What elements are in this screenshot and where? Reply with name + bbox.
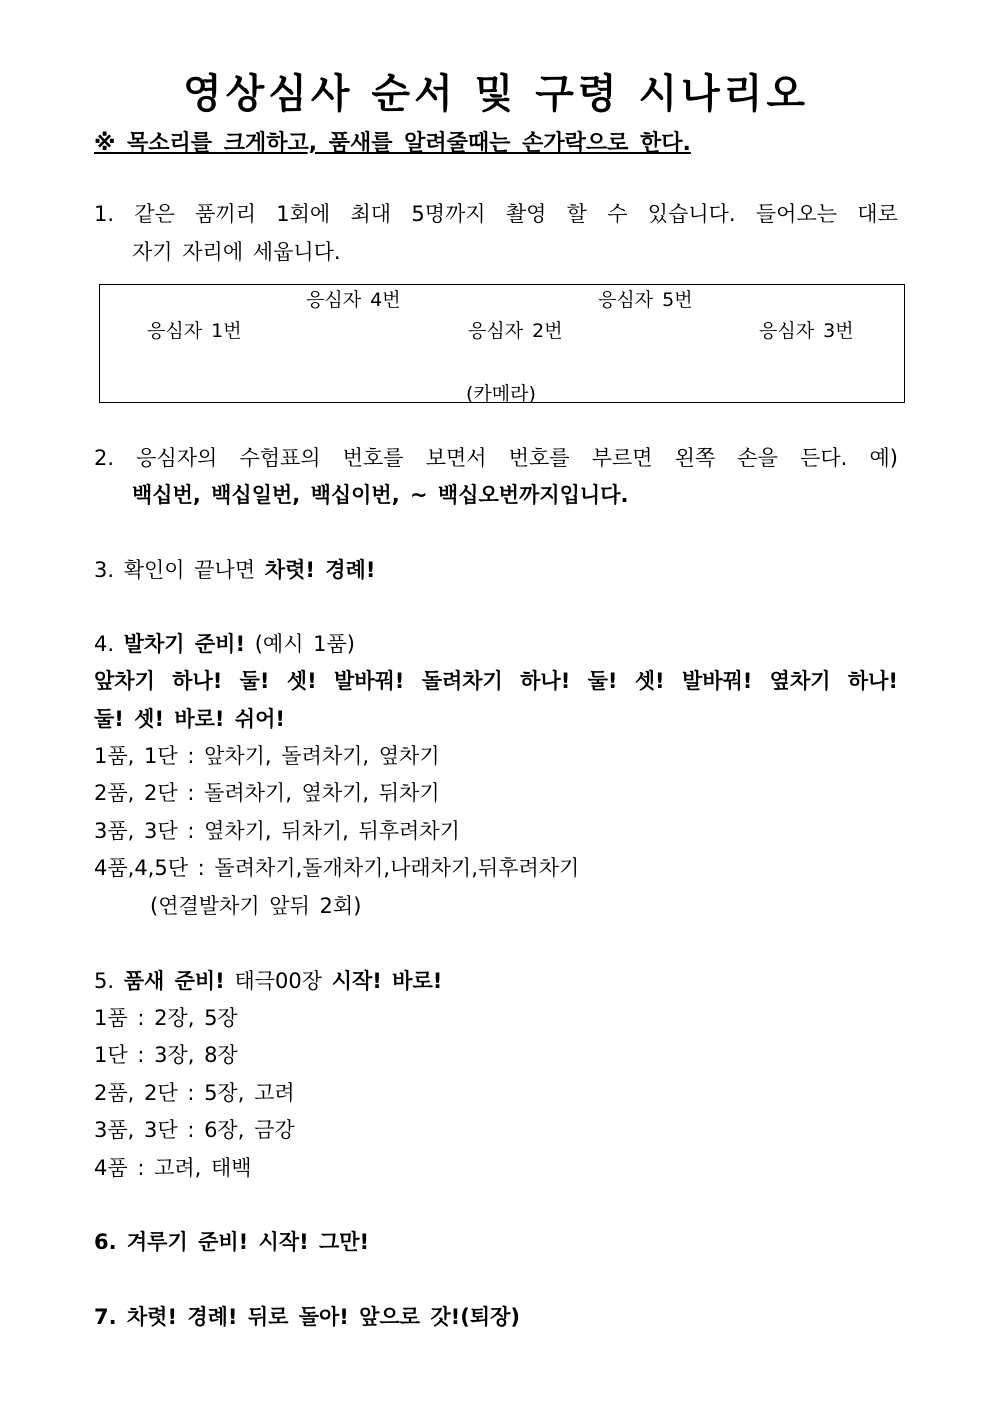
step2-word: 2.: [94, 446, 115, 470]
step5-command-start: 시작! 바로!: [331, 969, 443, 993]
examinee-3-label: 응심자 3번: [759, 320, 854, 342]
step2-word: 번호를: [508, 446, 570, 470]
step5-form-name: 태극00장: [224, 969, 332, 993]
step4-sequence-word: 둘!: [239, 669, 270, 693]
step4-note: (예시 1품): [245, 632, 356, 656]
step5-command-ready: 품새 준비!: [123, 969, 225, 993]
step2-line2: 백십번, 백십일번, 백십이번, ~ 백십오번까지입니다.: [132, 483, 629, 507]
step4-level-1: 1품, 1단 : 앞차기, 돌려차기, 옆차기: [94, 744, 440, 768]
examinee-1-label: 응심자 1번: [147, 320, 242, 342]
step1-word: 1회에: [276, 202, 331, 226]
step7-line: 7. 차렷! 경례! 뒤로 돌아! 앞으로 갓!(퇴장): [94, 1305, 520, 1329]
step5-heading: [94, 966, 442, 996]
step3-line: [94, 555, 375, 585]
step1-line1: [94, 199, 898, 229]
step4-level-3: 3품, 3단 : 옆차기, 뒤차기, 뒤후려차기: [94, 819, 460, 843]
step4-level-4: 4품,4,5단 : 돌려차기,돌개차기,나래차기,뒤후려차기: [94, 856, 580, 880]
step2-word: 보면서: [425, 446, 487, 470]
step4-sequence-word: 셋!: [634, 669, 665, 693]
examinee-2-label: 응심자 2번: [468, 320, 563, 342]
step4-command: 발차기 준비!: [123, 632, 246, 656]
step2-word: 부르면: [591, 446, 653, 470]
step1-word: 수: [607, 202, 628, 226]
step4-sequence-word: 셋!: [286, 669, 317, 693]
examinee-4-label: 응심자 4번: [306, 289, 401, 311]
step1-word: 5명까지: [411, 202, 486, 226]
document-title: 영상심사 순서 및 구령 시나리오: [182, 71, 810, 117]
step4-sequence-word: 발바꿔!: [681, 669, 753, 693]
step5-level-2: 1단 : 3장, 8장: [94, 1043, 238, 1067]
step1-word: 할: [566, 202, 587, 226]
step2-word: 든다.: [800, 446, 848, 470]
step5-level-5: 4품 : 고려, 태백: [94, 1156, 252, 1180]
step2-word: 예): [869, 446, 898, 470]
step4-level-2: 2품, 2단 : 돌려차기, 옆차기, 뒤차기: [94, 781, 440, 805]
step4-prefix: 4.: [94, 632, 124, 656]
step1-word: 같은: [134, 202, 175, 226]
step1-word: 최대: [350, 202, 392, 226]
step1-word: 1.: [94, 202, 115, 226]
step4-sequence-word: 발바꿔!: [333, 669, 405, 693]
step4-sequence-line2: 둘! 셋! 바로! 쉬어!: [94, 707, 285, 731]
step1-word: 대로: [857, 202, 898, 226]
step1-word: 품끼리: [195, 202, 257, 226]
step5-level-4: 3품, 3단 : 6장, 금강: [94, 1118, 295, 1142]
step2-word: 수험표의: [239, 446, 321, 470]
step2-word: 손을: [737, 446, 778, 470]
examinee-5-label: 응심자 5번: [598, 289, 693, 311]
step3-prefix: 3. 확인이 끝나면: [94, 558, 265, 582]
step5-level-3: 2품, 2단 : 5장, 고려: [94, 1081, 295, 1105]
notice-text: ※ 목소리를 크게하고, 품새를 알려줄때는 손가락으로 한다.: [94, 131, 691, 156]
step4-sequence-word: 앞차기: [94, 669, 155, 693]
step3-command: 차렷! 경례!: [264, 558, 376, 582]
step1-word: 있습니다.: [647, 202, 736, 226]
step4-sequence-line1: [94, 666, 898, 696]
step1-line2: 자기 자리에 세웁니다.: [132, 240, 341, 264]
step4-heading: [94, 629, 355, 659]
position-diagram: [99, 284, 905, 403]
step4-sequence-word: 하나!: [847, 669, 898, 693]
step4-sequence-word: 돌려차기: [421, 669, 503, 693]
step6-line: 6. 겨루기 준비! 시작! 그만!: [94, 1230, 370, 1254]
step4-sequence-word: 하나!: [520, 669, 571, 693]
step2-word: 응심자의: [136, 446, 218, 470]
step4-combo-note: (연결발차기 앞뒤 2회): [150, 894, 362, 918]
step2-line1: [94, 443, 898, 473]
step4-sequence-word: 하나!: [172, 669, 223, 693]
step4-sequence-word: 둘!: [587, 669, 618, 693]
step1-word: 들어오는: [755, 202, 838, 226]
step2-word: 번호를: [342, 446, 404, 470]
step1-word: 촬영: [505, 202, 547, 226]
step4-sequence-word: 옆차기: [769, 669, 831, 693]
camera-label: (카메라): [466, 383, 536, 405]
step2-word: 왼쪽: [674, 446, 716, 470]
step5-prefix: 5.: [94, 969, 124, 993]
step5-level-1: 1품 : 2장, 5장: [94, 1006, 238, 1030]
